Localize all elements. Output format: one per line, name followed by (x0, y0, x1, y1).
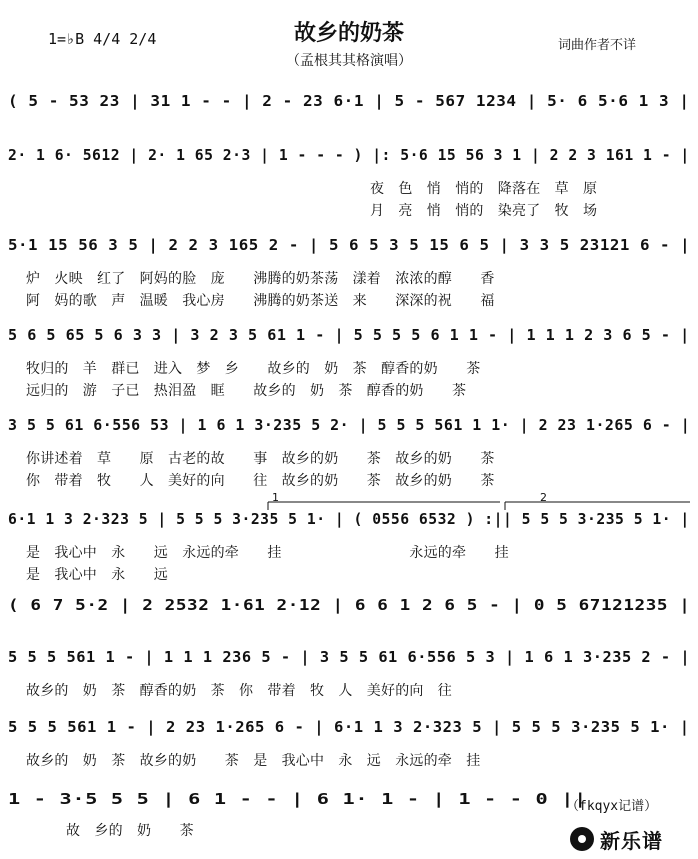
staff-notes: ( 5 - 53 23 | 31 1 - - | 2 - 23 6·1 | 5 - 567 1234 | 5· 6 5·6 1 3 | (8, 92, 690, 110)
performer-subtitle: （孟根其其格演唱） (286, 53, 412, 69)
lyric-verse-1: 牧归的 羊 群已 进入 梦 乡 故乡的 奶 茶 醇香的奶 茶 (26, 361, 481, 377)
staff-notes: ( 6 7 5·2 | 2 2532 1·61 2·12 | 6 6 1 2 6 5 - | 0 5 67121235 | (8, 596, 691, 614)
staff-notes: 1 - 3·5 5 5 | 6 1 - - | 6 1· 1 - | 1 - - 0 || (8, 790, 588, 808)
logo-text: 新乐谱 (600, 828, 663, 853)
staff-notes: 3 5 5 61 6·556 53 | 1 6 1 3·235 5 2· | 5 5 5 561 1 1· | 2 23 1·265 6 - | (8, 416, 691, 434)
staff-line-1 (8, 92, 690, 128)
lyric-verse-2: 你 带着 牧 人 美好的向 往 故乡的奶 茶 故乡的奶 茶 (26, 473, 495, 489)
staff-line-7 (8, 596, 690, 632)
lyric-verse-2: 月 亮 悄 悄的 染亮了 牧 场 (370, 203, 598, 219)
lyric-line: 故乡的 奶 茶 醇香的奶 茶 你 带着 牧 人 美好的向 往 (26, 683, 452, 699)
record-disc-icon (570, 827, 594, 851)
lyric-verse-1: 你讲述着 草 原 古老的故 事 故乡的奶 茶 故乡的奶 茶 (26, 451, 495, 467)
lyric-line: 故 乡的 奶 茶 (66, 823, 194, 839)
staff-notes: 2· 1 6· 5612 | 2· 1 65 2·3 | 1 - - - ) |: 5·6 15 56 3 1 | 2 2 3 161 1 - | (8, 146, 690, 164)
song-title: 故乡的奶茶 (293, 21, 404, 46)
staff-line-4 (8, 326, 690, 362)
staff-line-9 (8, 718, 690, 754)
site-logo (570, 826, 663, 852)
staff-line-2 (8, 146, 690, 182)
lyric-verse-1: 是 我心中 永 远 永远的牵 挂 永远的牵 挂 (26, 545, 509, 561)
staff-line-3 (8, 236, 690, 272)
volta-first: 1 (272, 491, 279, 504)
authorship-note: 词曲作者不详 (558, 38, 637, 53)
lyric-line: 故乡的 奶 茶 故乡的奶 茶 是 我心中 永 远 永远的牵 挂 (26, 753, 481, 769)
lyric-verse-2: 是 我心中 永 远 (26, 567, 168, 583)
lyric-verse-1: 夜 色 悄 悄的 降落在 草 原 (370, 181, 598, 197)
volta-second: 2 (540, 491, 547, 504)
staff-notes: 5·1 15 56 3 5 | 2 2 3 165 2 - | 5 6 5 3 5 15 6 5 | 3 3 5 23121 6 - | (8, 236, 691, 254)
staff-notes: 5 5 5 561 1 - | 2 23 1·265 6 - | 6·1 1 3 2·323 5 | 5 5 5 3·235 5 1· | (8, 718, 690, 736)
staff-line-6 (8, 510, 690, 546)
staff-line-5 (8, 416, 690, 452)
key-signature: 1=♭B 4/4 2/4 (48, 30, 157, 48)
lyric-verse-2: 阿 妈的歌 声 温暖 我心房 沸腾的奶茶送 来 深深的祝 福 (26, 293, 495, 309)
staff-notes: 6·1 1 3 2·323 5 | 5 5 5 3·235 5 1· | ( 0556 6532 ) :|| 5 5 5 3·235 5 1· | (8, 510, 690, 528)
staff-notes: 5 5 5 561 1 - | 1 1 1 236 5 - | 3 5 5 61 6·556 5 3 | 1 6 1 3·235 2 - | (8, 648, 691, 666)
staff-notes: 5 6 5 65 5 6 3 3 | 3 2 3 5 61 1 - | 5 5 5 5 6 1 1 - | 1 1 1 2 3 6 5 - | (8, 326, 690, 344)
transcriber-credit: （fkqyx记谱） (566, 799, 658, 814)
staff-line-8 (8, 648, 690, 684)
lyric-verse-1: 炉 火映 红了 阿妈的脸 庞 沸腾的奶茶荡 漾着 浓浓的醇 香 (26, 271, 495, 287)
lyric-verse-2: 远归的 游 子已 热泪盈 眶 故乡的 奶 茶 醇香的奶 茶 (26, 383, 467, 399)
